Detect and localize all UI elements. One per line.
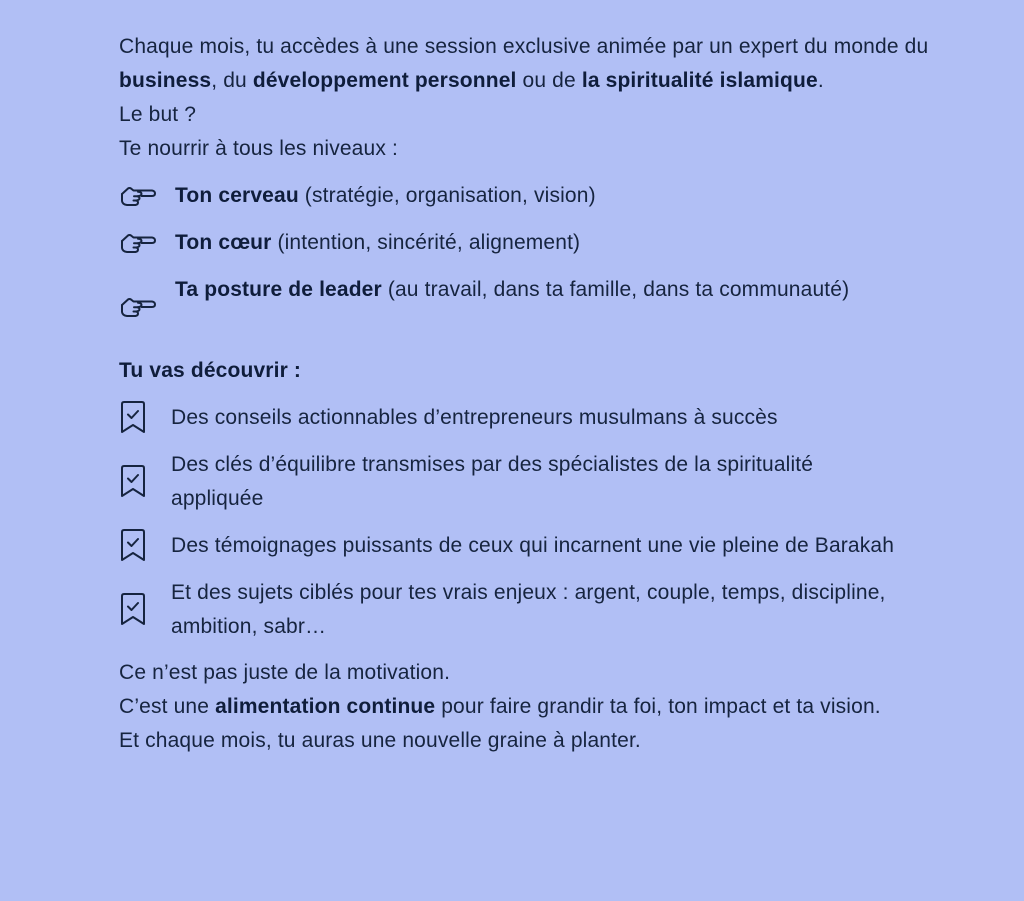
intro-text-1: Chaque mois, tu accèdes à une session exclusive animée par un expert du monde du bbox=[119, 35, 929, 58]
discover-item-text: Des clés d’équilibre transmises par des spécialistes de la spiritualité appliquée bbox=[171, 453, 814, 510]
intro-question: Le but ? bbox=[119, 103, 197, 126]
list-item bbox=[119, 273, 979, 341]
outro-paragraph bbox=[119, 656, 979, 758]
list-item bbox=[119, 400, 979, 436]
intro-bold-islamic-spirituality: la spiritualité islamique bbox=[581, 69, 818, 92]
list-item bbox=[119, 528, 979, 564]
bookmark-check-icon bbox=[119, 592, 171, 628]
bookmark-check-icon bbox=[119, 528, 171, 564]
level-heart-detail: (intention, sincérité, alignement) bbox=[271, 231, 581, 254]
level-heart-bold: Ton cœur bbox=[175, 231, 272, 254]
discover-list bbox=[119, 400, 979, 644]
level-brain-bold: Ton cerveau bbox=[175, 184, 299, 207]
list-item bbox=[119, 576, 979, 644]
discover-heading: Tu vas découvrir : bbox=[119, 359, 302, 382]
discover-item-text: Et des sujets ciblés pour tes vrais enjeux : argent, couple, temps, discipline, ambition, sabr… bbox=[171, 581, 886, 638]
level-leader-detail: (au travail, dans ta famille, dans ta communauté) bbox=[381, 278, 850, 301]
article-content bbox=[119, 30, 979, 758]
level-brain-text bbox=[175, 179, 596, 213]
intro-text-4: . bbox=[817, 69, 824, 92]
intro-bold-business: business bbox=[119, 69, 212, 92]
bookmark-check-icon bbox=[119, 400, 171, 436]
pointing-hand-icon bbox=[119, 273, 175, 341]
intro-paragraph bbox=[119, 30, 979, 166]
level-leader-text bbox=[175, 273, 849, 307]
outro-line-2-end: pour faire grandir ta foi, ton impact et ta vision. bbox=[435, 695, 881, 718]
bookmark-check-icon bbox=[119, 464, 171, 500]
list-item bbox=[119, 226, 979, 260]
levels-list bbox=[119, 179, 979, 341]
pointing-hand-icon bbox=[119, 226, 175, 260]
intro-text-2: , du bbox=[211, 69, 253, 92]
intro-bold-personal-development: développement personnel bbox=[252, 69, 517, 92]
discover-item-text: Des conseils actionnables d’entrepreneurs musulmans à succès bbox=[171, 406, 778, 429]
pointing-hand-icon bbox=[119, 179, 175, 213]
outro-line-1: Ce n’est pas juste de la motivation. bbox=[119, 661, 451, 684]
level-leader-bold: Ta posture de leader bbox=[175, 278, 382, 301]
outro-bold-continuous-nourishment: alimentation continue bbox=[215, 695, 436, 718]
intro-levels: Te nourrir à tous les niveaux : bbox=[119, 137, 398, 160]
outro-line-3: Et chaque mois, tu auras une nouvelle graine à planter. bbox=[119, 729, 641, 752]
outro-line-2-start: C’est une bbox=[119, 695, 216, 718]
level-brain-detail: (stratégie, organisation, vision) bbox=[298, 184, 596, 207]
level-heart-text bbox=[175, 226, 580, 260]
discover-item-text: Des témoignages puissants de ceux qui incarnent une vie pleine de Barakah bbox=[171, 534, 895, 557]
list-item bbox=[119, 448, 979, 516]
intro-text-3: ou de bbox=[516, 69, 582, 92]
list-item bbox=[119, 179, 979, 213]
